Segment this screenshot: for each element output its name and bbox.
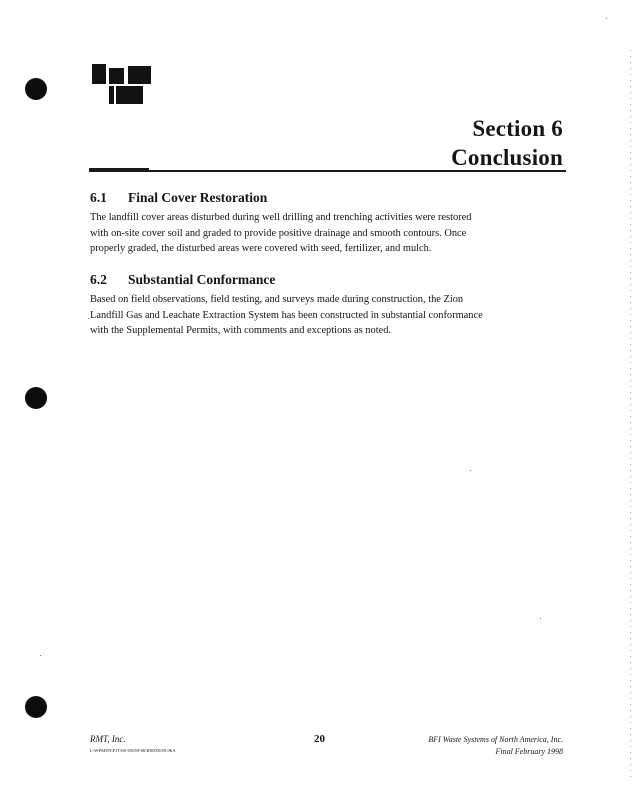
punch-hole-top — [25, 78, 47, 100]
section-title: Conclusion — [451, 145, 563, 170]
section-6-1-heading — [90, 190, 267, 206]
footer-company: RMT, Inc. — [90, 734, 126, 744]
company-logo — [92, 64, 152, 106]
section-6-2-heading — [90, 272, 275, 288]
punch-hole-bottom — [25, 696, 47, 718]
section-6-1-paragraph — [90, 210, 565, 257]
section-6-1-number: 6.1 — [90, 190, 107, 205]
section-6-2-paragraph — [90, 292, 565, 339]
section-label: Section 6 — [472, 116, 563, 141]
title-rule — [89, 170, 566, 172]
scan-speck — [40, 655, 41, 656]
scan-speck — [470, 470, 471, 471]
section-title-block — [451, 114, 563, 172]
scan-edge-artifact — [630, 50, 631, 780]
paragraph-line: Landfill Gas and Leachate Extraction System has been constructed in substantial conformance — [90, 309, 483, 321]
page-number: 20 — [314, 733, 325, 745]
paragraph-line: The landfill cover areas disturbed during well drilling and trenching activities were restored — [90, 212, 472, 223]
scan-speck — [606, 18, 607, 19]
paragraph-line: Based on field observations, field testing, and surveys made during construction, the Zion — [90, 294, 464, 305]
footer-status-date: Final February 1998 — [495, 747, 563, 756]
scan-speck — [540, 618, 541, 619]
section-6-2-number: 6.2 — [90, 272, 107, 287]
footer-client: BFI Waste Systems of North America, Inc. — [428, 735, 563, 744]
section-6-1-title: Final Cover Restoration — [128, 190, 268, 205]
paragraph-line: properly graded, the disturbed areas were covered with seed, fertilizer, and mulch. — [90, 243, 432, 255]
footer-client-block — [428, 734, 563, 758]
punch-hole-middle — [25, 387, 47, 409]
paragraph-line: with on-site cover soil and graded to provide positive drainage and smooth contours. Once — [90, 227, 467, 239]
section-6-2-title: Substantial Conformance — [128, 272, 276, 287]
paragraph-line: with the Supplemental Permits, with comments and exceptions as noted. — [90, 325, 391, 337]
footer-file-path: I:\WPMSN\PJT\00-05059\06\R0005059.06A — [90, 748, 176, 753]
scan-speck — [88, 318, 89, 319]
